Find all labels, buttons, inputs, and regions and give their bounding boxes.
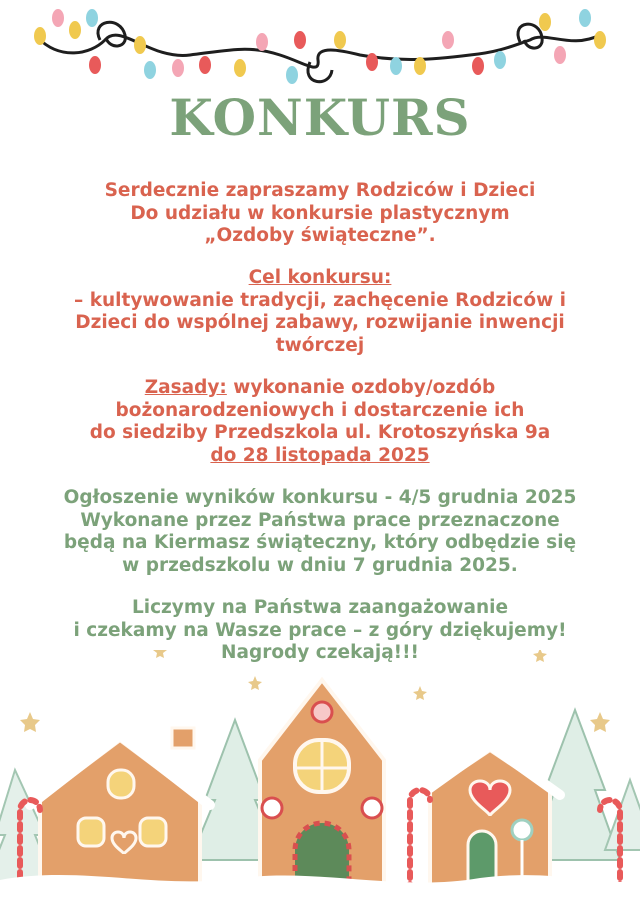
rules-deadline: do 28 listopada 2025: [210, 444, 430, 466]
results-line-1: Ogłoszenie wyników konkursu - 4/5 grudnia 2025: [63, 487, 577, 508]
results-line-2: Wykonane przez Państwa prace przeznaczone: [80, 509, 560, 531]
results-line-3: będą na Kiermasz świąteczny, który odbędzie się: [63, 532, 577, 553]
intro-line-1: Serdecznie zapraszamy Rodziców i Dzieci: [104, 180, 536, 201]
gingerbread-village-illustration: [0, 650, 640, 904]
closing-line-1: Liczymy na Państwa zaangażowanie: [131, 597, 509, 618]
contest-rules: [20, 377, 620, 467]
goal-line-1: – kultywowanie tradycji, zachęcenie Rodziców i: [74, 289, 566, 311]
goal-line-2: Dzieci do wspólnej zabawy, rozwijanie inwencji: [75, 312, 565, 333]
invitation-text: [20, 180, 620, 248]
contest-goal: [20, 267, 620, 357]
intro-line-2: Do udziału w konkursie plastycznym: [130, 202, 510, 224]
gingerbread-house-left: [30, 728, 210, 890]
rules-heading: Zasady:: [144, 377, 227, 398]
results-line-4: w przedszkolu w dniu 7 grudnia 2025.: [122, 554, 518, 576]
snow-ground: [0, 875, 640, 904]
gingerbread-house-right: [420, 745, 560, 890]
rules-line-1-rest: wykonanie ozdoby/ozdób: [226, 377, 496, 398]
contest-title: KONKURS: [169, 88, 471, 147]
rules-line-3: do siedziby Przedszkola ul. Krotoszyńska 9a: [89, 422, 551, 443]
intro-line-3: „Ozdoby świąteczne”.: [204, 225, 436, 246]
goal-line-3: twórczej: [275, 334, 365, 356]
closing-line-2: i czekamy na Wasze prace – z góry dziękujemy!: [73, 619, 567, 641]
closing-line-3: Nagrody czekają!!!: [221, 642, 419, 663]
rules-line-2: bożonarodzeniowych i dostarczenie ich: [115, 399, 525, 421]
results-announcement: [20, 487, 620, 577]
rules-line-1: [20, 377, 620, 400]
goal-heading: Cel konkursu:: [248, 267, 392, 288]
gingerbread-house-middle: [260, 680, 384, 904]
